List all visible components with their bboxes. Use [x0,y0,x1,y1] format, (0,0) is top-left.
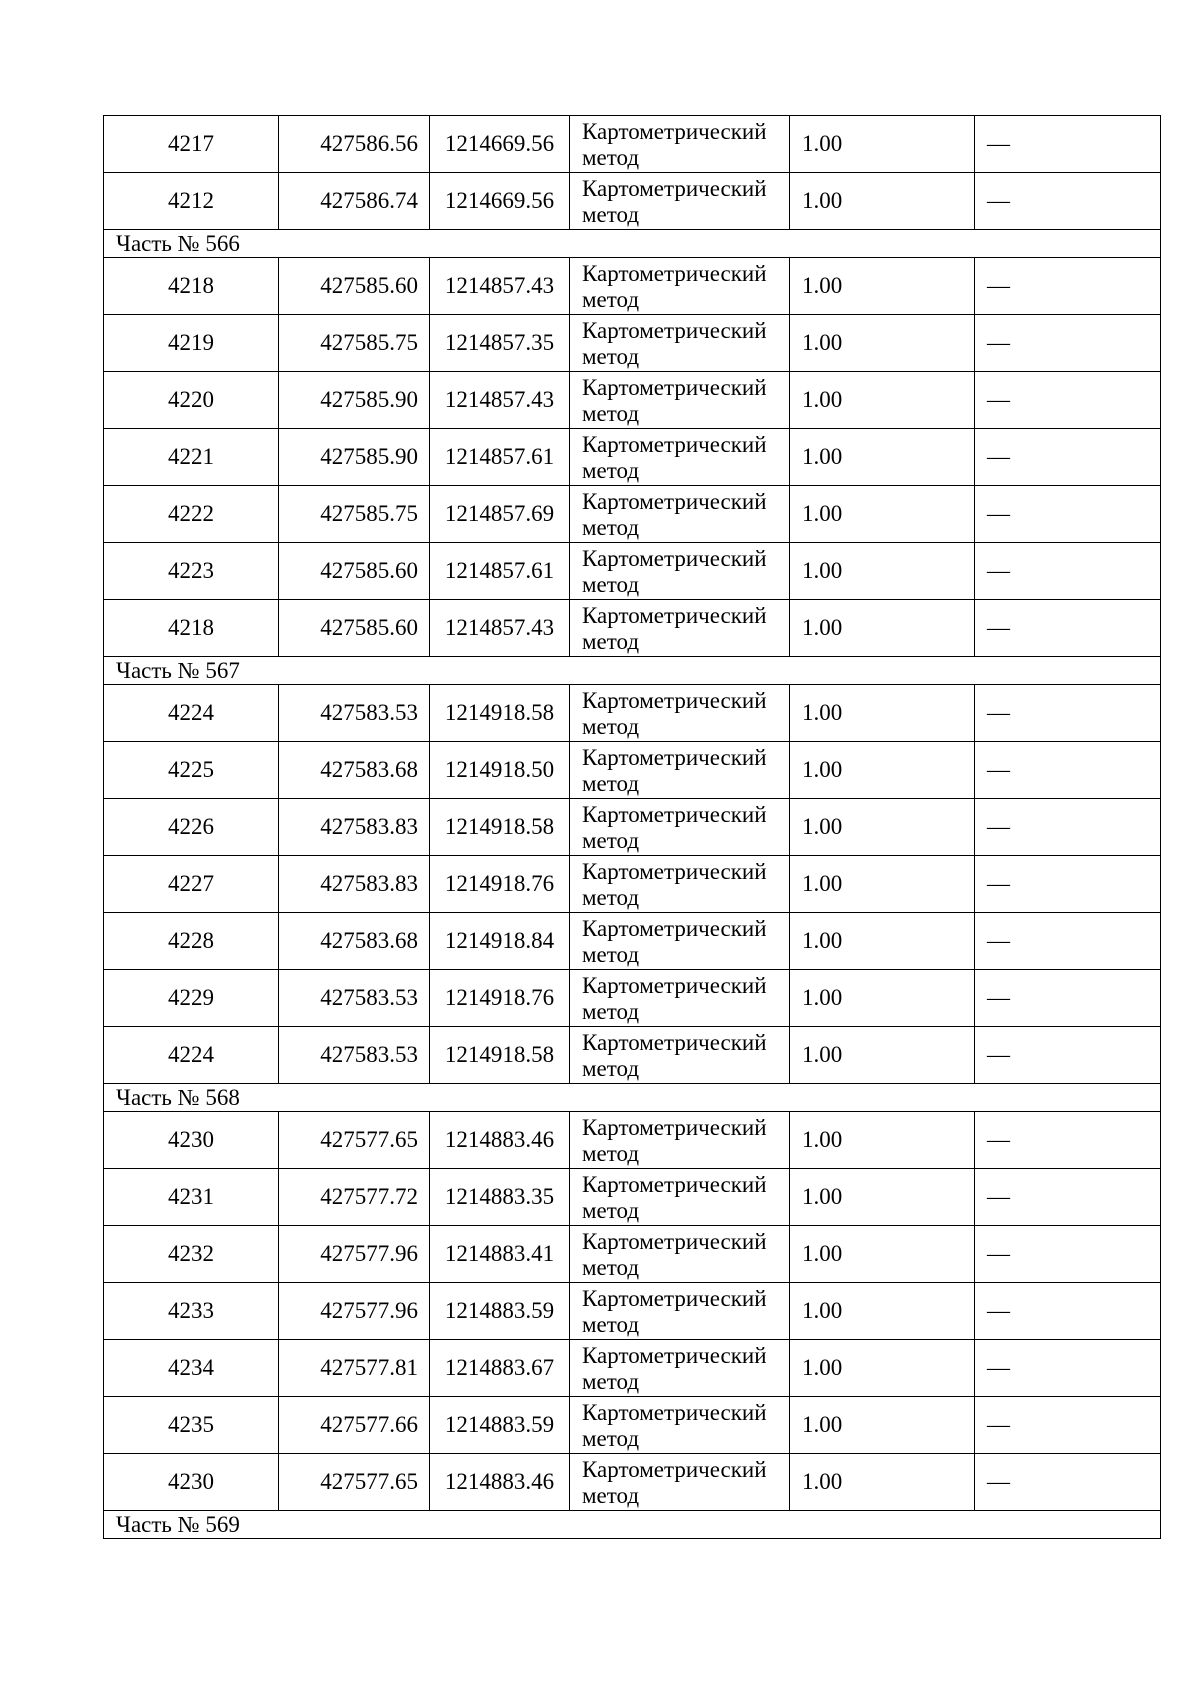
point-number-cell: 4224 [104,1027,279,1084]
method-cell [570,600,790,657]
method-cell [570,1027,790,1084]
accuracy-cell: 1.00 [790,258,975,315]
table-row [104,543,1161,600]
description-cell: — [975,600,1161,657]
table-row [104,685,1161,742]
method-line-1: Картометрический [582,1343,767,1368]
method-line-1: Картометрический [582,688,767,713]
description-cell: — [975,799,1161,856]
description-cell: — [975,258,1161,315]
method-line-2: метод [582,287,640,312]
section-label: Часть № 566 [104,230,1161,258]
accuracy-cell: 1.00 [790,173,975,230]
table-row [104,1340,1161,1397]
point-number-cell: 4234 [104,1340,279,1397]
description-cell: — [975,429,1161,486]
y-coordinate-cell: 1214883.35 [430,1169,570,1226]
point-number-cell: 4212 [104,173,279,230]
table-row [104,742,1161,799]
accuracy-cell: 1.00 [790,429,975,486]
table-row [104,486,1161,543]
point-number-cell: 4230 [104,1454,279,1511]
point-number-cell: 4224 [104,685,279,742]
x-coordinate-cell: 427585.90 [279,372,430,429]
accuracy-cell: 1.00 [790,600,975,657]
point-number-cell: 4233 [104,1283,279,1340]
method-line-1: Картометрический [582,745,767,770]
y-coordinate-cell: 1214918.76 [430,856,570,913]
point-number-cell: 4231 [104,1169,279,1226]
y-coordinate-cell: 1214918.58 [430,685,570,742]
section-header-row [104,657,1161,685]
y-coordinate-cell: 1214857.43 [430,600,570,657]
x-coordinate-cell: 427577.72 [279,1169,430,1226]
x-coordinate-cell: 427585.60 [279,600,430,657]
method-line-1: Картометрический [582,1030,767,1055]
method-line-1: Картометрический [582,973,767,998]
table-row [104,429,1161,486]
method-cell [570,315,790,372]
method-cell [570,970,790,1027]
method-cell [570,372,790,429]
table-row [104,600,1161,657]
table-row [104,1027,1161,1084]
table-row [104,856,1161,913]
point-number-cell: 4223 [104,543,279,600]
method-cell [570,116,790,173]
method-line-1: Картометрический [582,1286,767,1311]
description-cell: — [975,1397,1161,1454]
method-line-2: метод [582,572,640,597]
method-line-2: метод [582,999,640,1024]
method-line-2: метод [582,344,640,369]
method-cell [570,1112,790,1169]
x-coordinate-cell: 427577.96 [279,1283,430,1340]
x-coordinate-cell: 427577.66 [279,1397,430,1454]
accuracy-cell: 1.00 [790,116,975,173]
table-row [104,799,1161,856]
method-line-2: метод [582,1141,640,1166]
y-coordinate-cell: 1214857.61 [430,429,570,486]
y-coordinate-cell: 1214918.50 [430,742,570,799]
accuracy-cell: 1.00 [790,1226,975,1283]
description-cell: — [975,315,1161,372]
method-line-2: метод [582,629,640,654]
method-line-1: Картометрический [582,1229,767,1254]
accuracy-cell: 1.00 [790,1397,975,1454]
method-cell [570,913,790,970]
coordinates-table-body [104,116,1161,1539]
point-number-cell: 4235 [104,1397,279,1454]
y-coordinate-cell: 1214857.43 [430,258,570,315]
method-line-1: Картометрический [582,546,767,571]
description-cell: — [975,685,1161,742]
method-cell [570,1283,790,1340]
method-cell [570,1226,790,1283]
table-row [104,1226,1161,1283]
table-row [104,1169,1161,1226]
method-cell [570,1454,790,1511]
description-cell: — [975,1112,1161,1169]
y-coordinate-cell: 1214857.43 [430,372,570,429]
table-row [104,1454,1161,1511]
method-cell [570,1340,790,1397]
method-cell [570,742,790,799]
point-number-cell: 4227 [104,856,279,913]
accuracy-cell: 1.00 [790,372,975,429]
point-number-cell: 4218 [104,258,279,315]
point-number-cell: 4232 [104,1226,279,1283]
accuracy-cell: 1.00 [790,1112,975,1169]
y-coordinate-cell: 1214883.59 [430,1283,570,1340]
method-line-1: Картометрический [582,1400,767,1425]
method-line-1: Картометрический [582,119,767,144]
method-line-1: Картометрический [582,916,767,941]
description-cell: — [975,1283,1161,1340]
x-coordinate-cell: 427585.75 [279,315,430,372]
method-line-1: Картометрический [582,375,767,400]
accuracy-cell: 1.00 [790,970,975,1027]
point-number-cell: 4226 [104,799,279,856]
x-coordinate-cell: 427585.75 [279,486,430,543]
table-row [104,315,1161,372]
description-cell: — [975,1226,1161,1283]
table-row [104,1283,1161,1340]
description-cell: — [975,742,1161,799]
method-line-2: метод [582,1198,640,1223]
method-line-1: Картометрический [582,261,767,286]
method-line-2: метод [582,145,640,170]
accuracy-cell: 1.00 [790,1283,975,1340]
table-row [104,1397,1161,1454]
method-cell [570,543,790,600]
point-number-cell: 4230 [104,1112,279,1169]
accuracy-cell: 1.00 [790,315,975,372]
method-line-1: Картометрический [582,1172,767,1197]
description-cell: — [975,1454,1161,1511]
x-coordinate-cell: 427577.65 [279,1112,430,1169]
point-number-cell: 4221 [104,429,279,486]
accuracy-cell: 1.00 [790,1454,975,1511]
x-coordinate-cell: 427583.68 [279,742,430,799]
y-coordinate-cell: 1214883.67 [430,1340,570,1397]
method-cell [570,258,790,315]
y-coordinate-cell: 1214918.76 [430,970,570,1027]
method-line-1: Картометрический [582,603,767,628]
method-cell [570,173,790,230]
method-line-2: метод [582,942,640,967]
table-row [104,1112,1161,1169]
method-line-1: Картометрический [582,489,767,514]
y-coordinate-cell: 1214669.56 [430,116,570,173]
method-cell [570,1169,790,1226]
x-coordinate-cell: 427583.53 [279,1027,430,1084]
method-line-1: Картометрический [582,318,767,343]
section-label: Часть № 568 [104,1084,1161,1112]
y-coordinate-cell: 1214918.58 [430,1027,570,1084]
x-coordinate-cell: 427583.83 [279,799,430,856]
method-cell [570,1397,790,1454]
y-coordinate-cell: 1214669.56 [430,173,570,230]
method-line-2: метод [582,401,640,426]
description-cell: — [975,543,1161,600]
section-header-row [104,1511,1161,1539]
table-row [104,116,1161,173]
method-cell [570,486,790,543]
x-coordinate-cell: 427585.60 [279,543,430,600]
description-cell: — [975,913,1161,970]
method-cell [570,799,790,856]
description-cell: — [975,486,1161,543]
method-line-1: Картометрический [582,1115,767,1140]
table-row [104,913,1161,970]
method-cell [570,856,790,913]
y-coordinate-cell: 1214857.69 [430,486,570,543]
y-coordinate-cell: 1214883.59 [430,1397,570,1454]
method-cell [570,429,790,486]
method-line-1: Картометрический [582,802,767,827]
description-cell: — [975,372,1161,429]
accuracy-cell: 1.00 [790,742,975,799]
method-line-2: метод [582,1426,640,1451]
method-line-1: Картометрический [582,859,767,884]
method-cell [570,685,790,742]
accuracy-cell: 1.00 [790,486,975,543]
method-line-1: Картометрический [582,1457,767,1482]
method-line-2: метод [582,771,640,796]
x-coordinate-cell: 427583.68 [279,913,430,970]
y-coordinate-cell: 1214883.46 [430,1454,570,1511]
method-line-2: метод [582,1483,640,1508]
method-line-2: метод [582,458,640,483]
method-line-1: Картометрический [582,432,767,457]
description-cell: — [975,1340,1161,1397]
accuracy-cell: 1.00 [790,543,975,600]
description-cell: — [975,856,1161,913]
y-coordinate-cell: 1214883.41 [430,1226,570,1283]
method-line-2: метод [582,1369,640,1394]
x-coordinate-cell: 427586.56 [279,116,430,173]
table-row [104,173,1161,230]
description-cell: — [975,1027,1161,1084]
x-coordinate-cell: 427585.60 [279,258,430,315]
accuracy-cell: 1.00 [790,913,975,970]
section-label: Часть № 567 [104,657,1161,685]
description-cell: — [975,116,1161,173]
x-coordinate-cell: 427583.83 [279,856,430,913]
accuracy-cell: 1.00 [790,799,975,856]
x-coordinate-cell: 427583.53 [279,685,430,742]
table-row [104,970,1161,1027]
point-number-cell: 4229 [104,970,279,1027]
accuracy-cell: 1.00 [790,856,975,913]
x-coordinate-cell: 427586.74 [279,173,430,230]
y-coordinate-cell: 1214857.35 [430,315,570,372]
table-row [104,372,1161,429]
table-row [104,258,1161,315]
accuracy-cell: 1.00 [790,685,975,742]
section-header-row [104,230,1161,258]
x-coordinate-cell: 427585.90 [279,429,430,486]
point-number-cell: 4218 [104,600,279,657]
method-line-2: метод [582,202,640,227]
x-coordinate-cell: 427577.65 [279,1454,430,1511]
y-coordinate-cell: 1214918.84 [430,913,570,970]
point-number-cell: 4222 [104,486,279,543]
section-header-row [104,1084,1161,1112]
point-number-cell: 4217 [104,116,279,173]
method-line-2: метод [582,885,640,910]
description-cell: — [975,1169,1161,1226]
y-coordinate-cell: 1214918.58 [430,799,570,856]
accuracy-cell: 1.00 [790,1340,975,1397]
point-number-cell: 4219 [104,315,279,372]
method-line-1: Картометрический [582,176,767,201]
point-number-cell: 4228 [104,913,279,970]
accuracy-cell: 1.00 [790,1169,975,1226]
x-coordinate-cell: 427577.96 [279,1226,430,1283]
method-line-2: метод [582,828,640,853]
x-coordinate-cell: 427583.53 [279,970,430,1027]
description-cell: — [975,970,1161,1027]
method-line-2: метод [582,515,640,540]
x-coordinate-cell: 427577.81 [279,1340,430,1397]
method-line-2: метод [582,1056,640,1081]
y-coordinate-cell: 1214857.61 [430,543,570,600]
point-number-cell: 4220 [104,372,279,429]
description-cell: — [975,173,1161,230]
coordinates-table [103,115,1161,1539]
y-coordinate-cell: 1214883.46 [430,1112,570,1169]
method-line-2: метод [582,1255,640,1280]
method-line-2: метод [582,1312,640,1337]
section-label: Часть № 569 [104,1511,1161,1539]
method-line-2: метод [582,714,640,739]
point-number-cell: 4225 [104,742,279,799]
accuracy-cell: 1.00 [790,1027,975,1084]
